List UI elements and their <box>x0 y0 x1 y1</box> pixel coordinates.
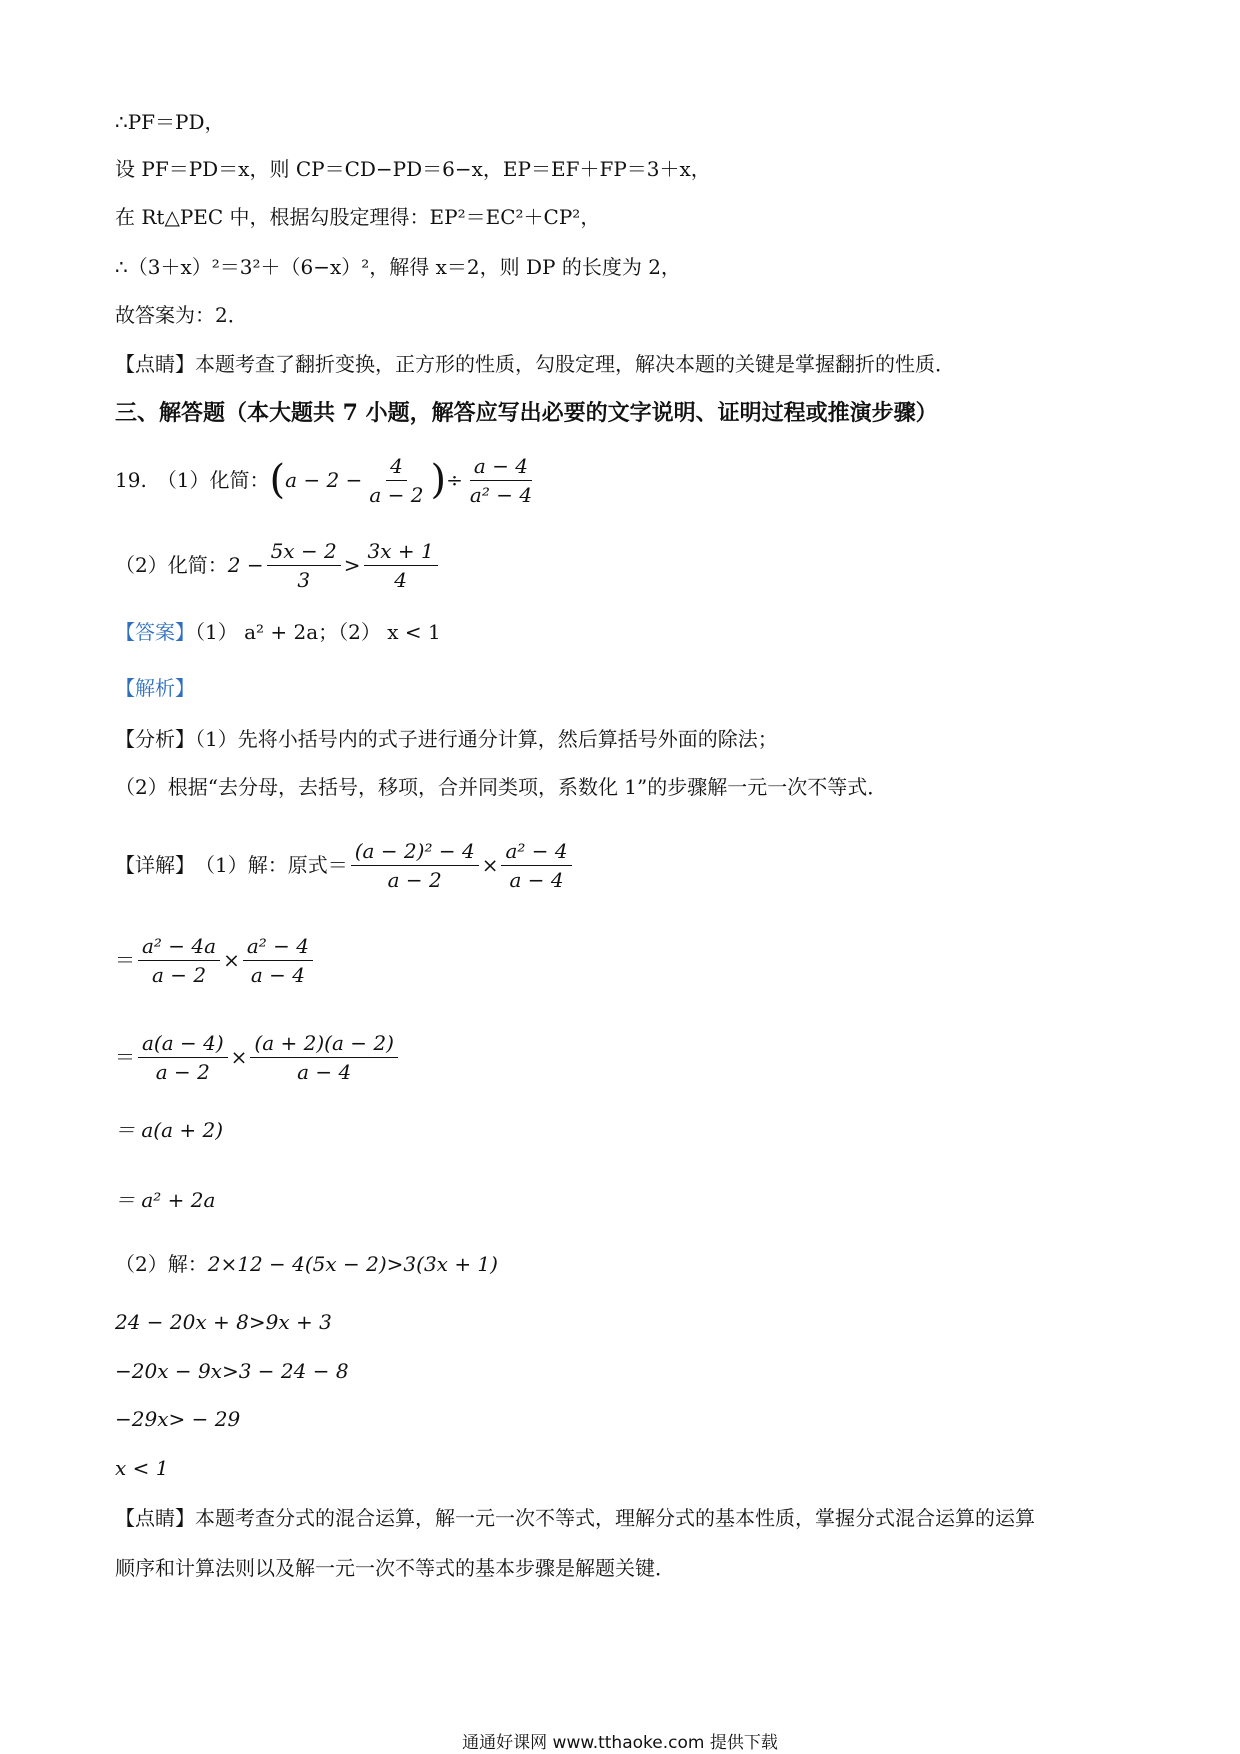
fraction <box>250 1031 397 1084</box>
detail-part2-line: −20x − 9x>3 − 24 − 8 <box>115 1359 349 1383</box>
expression: a − 2 − <box>285 468 363 492</box>
denominator: a − 2 <box>155 1059 210 1084</box>
greater-sign: > <box>343 553 361 577</box>
answer-tag: 【答案】 <box>115 620 195 644</box>
detail-step-1 <box>115 825 575 905</box>
denominator: a − 4 <box>250 962 305 987</box>
dianjing-tag: 【点睛】 <box>115 1506 195 1530</box>
step-label: （2）解： <box>115 1252 208 1276</box>
numerator: a(a − 4) <box>138 1031 228 1058</box>
denominator: 3 <box>297 567 311 592</box>
fraction <box>243 934 313 987</box>
dianjing-text: 本题考查分式的混合运算，解一元一次不等式，理解分式的基本性质，掌握分式混合运算的运算 <box>195 1506 1035 1530</box>
times-sign: × <box>230 1045 248 1069</box>
step-label: （1）解：原式＝ <box>195 853 348 877</box>
fenxi-text: （1）先将小括号内的式子进行通分计算，然后算括号外面的除法； <box>195 727 778 751</box>
times-sign: × <box>223 948 240 972</box>
comment-text: 本题考查了翻折变换，正方形的性质，勾股定理，解决本题的关键是掌握翻折的性质． <box>195 352 955 376</box>
detail-step-5: ＝ a² + 2a <box>115 1188 216 1212</box>
fraction <box>138 934 220 987</box>
fraction <box>138 1031 228 1084</box>
fraction <box>466 454 536 507</box>
fraction <box>364 539 438 592</box>
numerator: 4 <box>386 454 407 481</box>
detail-step-3 <box>115 1017 401 1097</box>
question-19-part1 <box>115 445 539 515</box>
detail-part2-line: x < 1 <box>115 1456 169 1480</box>
equals-sign: ＝ <box>115 1045 135 1069</box>
fraction <box>501 839 571 892</box>
detail-part2-line: −29x> − 29 <box>115 1407 241 1431</box>
comment-tag: 【点睛】 <box>115 352 195 376</box>
step-expression: 2×12 − 4(5x − 2)>3(3x + 1) <box>207 1252 498 1276</box>
detail-step-4: ＝ a(a + 2) <box>115 1118 224 1142</box>
dianjing-line: 顺序和计算法则以及解一元一次不等式的基本步骤是解题关键． <box>115 1556 675 1580</box>
equals-sign: ＝ <box>115 948 135 972</box>
detail-tag: 【详解】 <box>115 853 195 877</box>
analysis-line <box>115 727 778 751</box>
question-number: 19. <box>115 468 147 492</box>
part-label: （2）化简： <box>115 553 228 577</box>
text-line <box>115 352 955 376</box>
part-label: （1）化简： <box>156 468 270 492</box>
text-line: ∴（3＋x）²＝3²＋（6−x）²，解得 x＝2，则 DP 的长度为 2， <box>115 255 681 279</box>
times-sign: × <box>481 853 499 877</box>
numerator: (a + 2)(a − 2) <box>250 1031 397 1058</box>
text-line: 故答案为：2． <box>115 303 248 327</box>
denominator: a² − 4 <box>469 482 533 507</box>
numerator: a² − 4a <box>138 934 220 961</box>
analysis-tag: 【解析】 <box>115 676 195 700</box>
denominator: a − 2 <box>151 962 207 987</box>
fraction <box>351 839 479 892</box>
text-line: 设 PF＝PD＝x，则 CP＝CD−PD＝6−x，EP＝EF＋FP＝3＋x， <box>115 157 711 181</box>
dianjing-line <box>115 1506 1035 1530</box>
fraction <box>267 539 341 592</box>
denominator: a − 2 <box>387 867 442 892</box>
numerator: (a − 2)² − 4 <box>351 839 479 866</box>
question-19-part2 <box>115 530 441 600</box>
denominator: a − 4 <box>509 867 564 892</box>
denominator: 4 <box>394 567 408 592</box>
left-paren: ( <box>269 457 286 503</box>
right-paren: ) <box>430 457 447 503</box>
fraction <box>365 454 427 507</box>
text-line: ∴PF＝PD， <box>115 110 225 134</box>
footer: 通通好课网 www.tthaoke.com 提供下载 <box>462 1733 778 1753</box>
detail-step-2 <box>115 920 316 1000</box>
section-title: 三、解答题（本大题共 7 小题，解答应写出必要的文字说明、证明过程或推演步骤） <box>115 400 938 426</box>
answer-line <box>115 620 441 644</box>
denominator: a − 2 <box>369 482 424 507</box>
analysis-line: （2）根据“去分母，去括号，移项，合并同类项，系数化 1”的步骤解一元一次不等式． <box>115 775 888 799</box>
detail-part2 <box>115 1252 498 1276</box>
numerator: a² − 4 <box>243 934 313 961</box>
divide-sign: ÷ <box>446 468 463 492</box>
expression: 2 − <box>227 553 264 577</box>
fenxi-tag: 【分析】 <box>115 727 195 751</box>
text-line: 在 Rt△PEC 中，根据勾股定理得：EP²＝EC²＋CP²， <box>115 205 601 229</box>
answer-text: （1） a² + 2a；（2） x < 1 <box>195 620 441 644</box>
numerator: a² − 4 <box>501 839 571 866</box>
detail-part2-line: 24 − 20x + 8>9x + 3 <box>115 1310 332 1334</box>
numerator: 5x − 2 <box>267 539 341 566</box>
numerator: a − 4 <box>470 454 532 481</box>
numerator: 3x + 1 <box>364 539 438 566</box>
denominator: a − 4 <box>297 1059 352 1084</box>
